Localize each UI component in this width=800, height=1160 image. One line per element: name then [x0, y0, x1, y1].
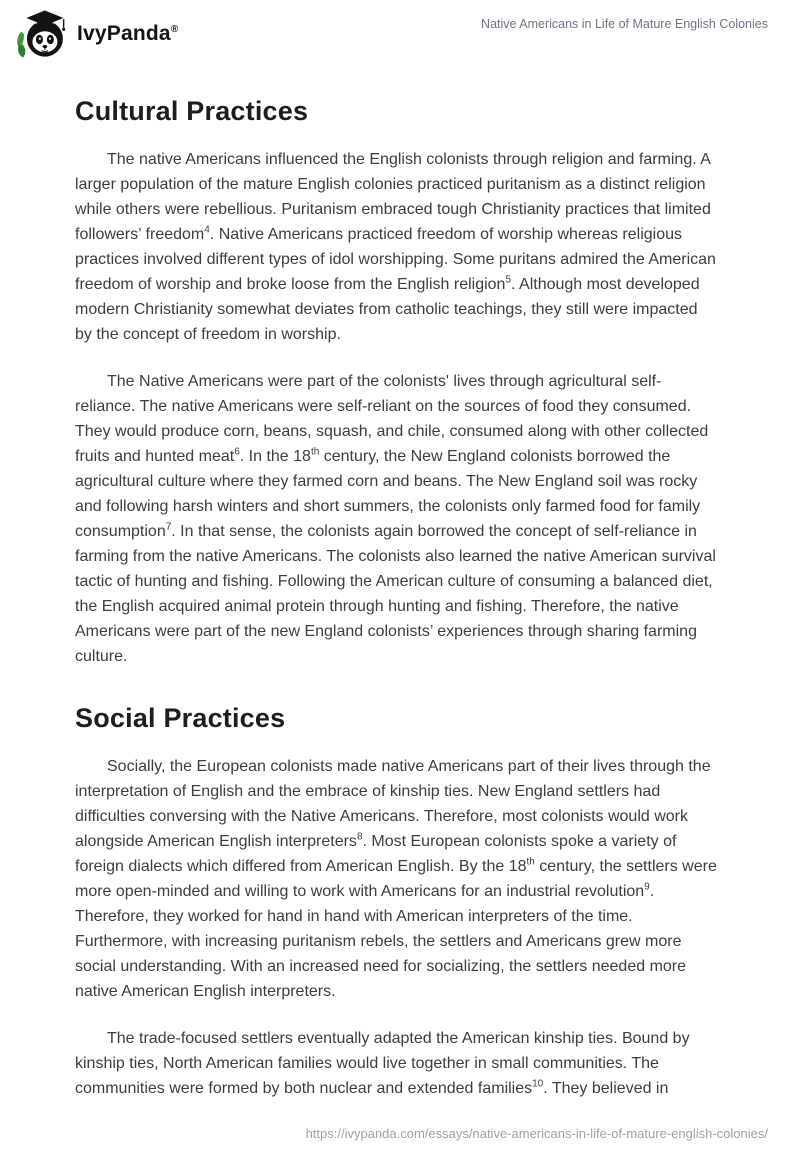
document-content: [0, 60, 800, 1101]
footnote-reference: 9: [644, 881, 650, 893]
paragraph: Socially, the European colonists made native Americans part of their lives through the interpretation of English and the embrace of kinship ties. New England settlers had difficulties conversing with the Native Americans. Therefore, most colonists would work alongside American English interpreters$^8$. Most European colonists spoke a variety of foreign dialects which differed from American English. By the 18th century, the settlers were more open-minded and willing to work with Americans for an industrial revolution$^9$. Therefore, they worked for hand in hand with American interpreters of the time. Furthermore, with increasing puritanism rebels, the settlers and Americans grew more social understanding. With an increased need for socializing, the settlers needed more native American English interpreters.: [75, 758, 717, 1000]
footnote-reference: 5: [505, 274, 512, 286]
registered-mark: ®: [170, 24, 179, 35]
footnote-reference: 7: [165, 521, 172, 533]
brand-text: IvyPanda: [77, 22, 171, 45]
brand: [14, 9, 178, 59]
brand-name: [77, 22, 178, 46]
footnote-reference: 6: [234, 446, 240, 458]
footnote-reference: 4: [204, 224, 210, 236]
ivypanda-logo-icon: [14, 9, 68, 59]
footer-source-url: https://ivypanda.com/essays/native-americans-in-life-of-mature-english-colonies/: [305, 1126, 768, 1141]
paragraph: The native Americans influenced the English colonists through religion and farming. A larger population of the mature English colonies practiced puritanism as a distinct religion while others were rebellious. Puritanism embraced tough Christianity practices that limited followers’ freedom$^4$. Native Americans practiced freedom of worship whereas religious practices involved different types of idol worshipping. Some puritans admired the American freedom of worship and broke loose from the English religion$^5$. Although most developed modern Christianity somewhat deviates from catholic teachings, they still were impacted by the concept of freedom in worship.: [75, 151, 716, 343]
paragraph: The trade-focused settlers eventually adapted the American kinship ties. Bound by kinship ties, North American families would live together in small communities. The communities were formed by both nuclear and extended families$^{10}$. They believed in: [75, 1030, 690, 1097]
document-title: Native Americans in Life of Mature English Colonies: [481, 17, 768, 31]
footnote-reference: 10: [532, 1078, 544, 1090]
footnote-reference: 8: [356, 831, 363, 843]
footnote-reference: th: [526, 856, 535, 868]
footnote-reference: th: [310, 446, 320, 458]
section-heading: Cultural Practices: [75, 96, 309, 126]
section-heading: Social Practices: [75, 703, 286, 733]
paragraph: The Native Americans were part of the colonists' lives through agricultural self-reliance. The native Americans were self-reliant on the sources of food they consumed. They would produce corn, beans, squash, and chile, consumed along with other collected fruits and hunted meat$^6$. In the 18th century, the New England colonists borrowed the agricultural culture where they farmed corn and beans. The New England soil was rocky and following harsh winters and short summers, the colonists only farmed food for family consumption$^7$. In that sense, the colonists again borrowed the concept of self-reliance in farming from the native Americans. The colonists also learned the native American survival tactic of hunting and fishing. Following the American culture of consuming a balanced diet, the English acquired animal protein through hunting and fishing. Therefore, the native Americans were part of the new England colonists’ experiences through sharing farming culture.: [75, 373, 716, 665]
page-header: [0, 0, 800, 60]
